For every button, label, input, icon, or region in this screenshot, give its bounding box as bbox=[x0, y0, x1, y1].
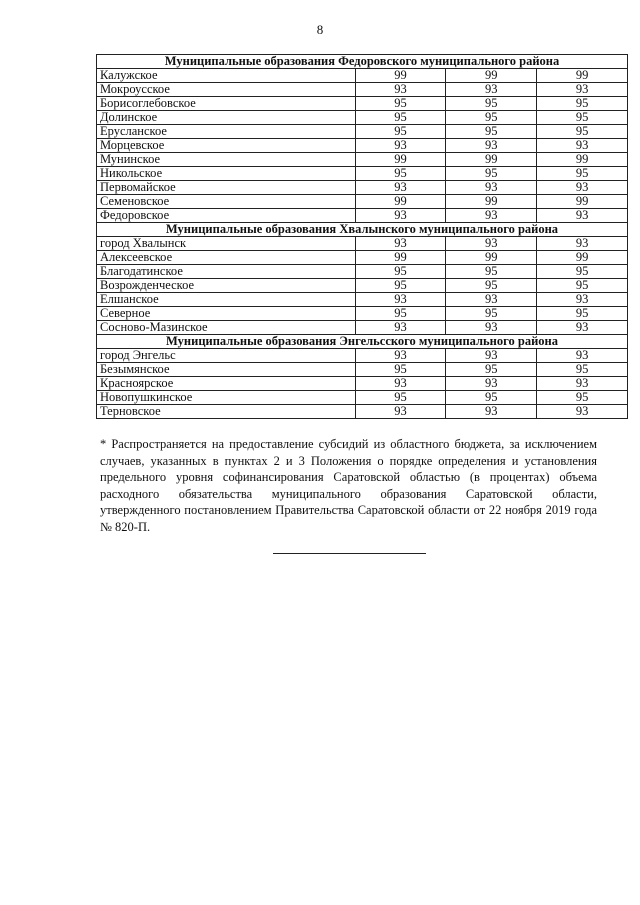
value-cell-3: 93 bbox=[537, 293, 628, 307]
value-cell-1: 93 bbox=[355, 181, 446, 195]
value-cell-3: 93 bbox=[537, 377, 628, 391]
table-row bbox=[97, 377, 628, 391]
value-cell-1: 95 bbox=[355, 279, 446, 293]
value-cell-1: 95 bbox=[355, 307, 446, 321]
value-cell-2: 95 bbox=[446, 265, 537, 279]
value-cell-3: 93 bbox=[537, 321, 628, 335]
value-cell-3: 93 bbox=[537, 349, 628, 363]
value-cell-1: 93 bbox=[355, 405, 446, 419]
table-row bbox=[97, 83, 628, 97]
municipalities-table bbox=[96, 54, 628, 419]
table-row bbox=[97, 265, 628, 279]
value-cell-1: 93 bbox=[355, 293, 446, 307]
value-cell-2: 99 bbox=[446, 69, 537, 83]
municipality-name-cell: Безымянское bbox=[97, 363, 356, 377]
municipality-name-cell: Калужское bbox=[97, 69, 356, 83]
value-cell-2: 95 bbox=[446, 279, 537, 293]
municipality-name-cell: Красноярское bbox=[97, 377, 356, 391]
value-cell-2: 93 bbox=[446, 321, 537, 335]
value-cell-1: 95 bbox=[355, 363, 446, 377]
value-cell-1: 93 bbox=[355, 209, 446, 223]
municipality-name-cell: Елшанское bbox=[97, 293, 356, 307]
municipality-name-cell: Семеновское bbox=[97, 195, 356, 209]
table-row bbox=[97, 321, 628, 335]
value-cell-2: 95 bbox=[446, 391, 537, 405]
value-cell-1: 99 bbox=[355, 251, 446, 265]
municipality-name-cell: Возрожденческое bbox=[97, 279, 356, 293]
value-cell-1: 93 bbox=[355, 321, 446, 335]
value-cell-1: 93 bbox=[355, 349, 446, 363]
municipality-name-cell: город Хвалынск bbox=[97, 237, 356, 251]
value-cell-2: 93 bbox=[446, 293, 537, 307]
table-row bbox=[97, 69, 628, 83]
municipality-name-cell: Морцевское bbox=[97, 139, 356, 153]
table-body bbox=[97, 55, 628, 419]
municipality-name-cell: Борисоглебовское bbox=[97, 97, 356, 111]
value-cell-2: 95 bbox=[446, 97, 537, 111]
value-cell-2: 99 bbox=[446, 251, 537, 265]
value-cell-3: 99 bbox=[537, 153, 628, 167]
value-cell-1: 99 bbox=[355, 153, 446, 167]
value-cell-3: 99 bbox=[537, 195, 628, 209]
value-cell-1: 95 bbox=[355, 167, 446, 181]
table-row bbox=[97, 139, 628, 153]
value-cell-3: 99 bbox=[537, 251, 628, 265]
municipality-name-cell: Сосново-Мазинское bbox=[97, 321, 356, 335]
value-cell-3: 95 bbox=[537, 363, 628, 377]
value-cell-2: 99 bbox=[446, 195, 537, 209]
municipality-name-cell: Терновское bbox=[97, 405, 356, 419]
value-cell-3: 95 bbox=[537, 265, 628, 279]
table-row bbox=[97, 251, 628, 265]
municipality-name-cell: Алексеевское bbox=[97, 251, 356, 265]
value-cell-3: 93 bbox=[537, 181, 628, 195]
municipality-name-cell: Ерусланское bbox=[97, 125, 356, 139]
municipality-name-cell: Северное bbox=[97, 307, 356, 321]
municipality-name-cell: Первомайское bbox=[97, 181, 356, 195]
value-cell-3: 93 bbox=[537, 209, 628, 223]
value-cell-3: 93 bbox=[537, 139, 628, 153]
municipality-name-cell: город Энгельс bbox=[97, 349, 356, 363]
value-cell-2: 93 bbox=[446, 377, 537, 391]
table-row bbox=[97, 279, 628, 293]
value-cell-3: 95 bbox=[537, 307, 628, 321]
page-number: 8 bbox=[316, 22, 324, 37]
value-cell-2: 93 bbox=[446, 139, 537, 153]
value-cell-3: 95 bbox=[537, 279, 628, 293]
value-cell-3: 95 bbox=[537, 167, 628, 181]
value-cell-2: 93 bbox=[446, 181, 537, 195]
section-title: Муниципальные образования Федоровского муниципального района bbox=[97, 55, 628, 69]
section-title: Муниципальные образования Энгельсского муниципального района bbox=[97, 335, 628, 349]
value-cell-3: 95 bbox=[537, 391, 628, 405]
municipality-name-cell: Благодатинское bbox=[97, 265, 356, 279]
value-cell-3: 99 bbox=[537, 69, 628, 83]
value-cell-2: 95 bbox=[446, 167, 537, 181]
table-row bbox=[97, 209, 628, 223]
table-row bbox=[97, 195, 628, 209]
value-cell-1: 93 bbox=[355, 237, 446, 251]
value-cell-2: 95 bbox=[446, 125, 537, 139]
value-cell-1: 95 bbox=[355, 125, 446, 139]
value-cell-1: 93 bbox=[355, 139, 446, 153]
municipality-name-cell: Долинское bbox=[97, 111, 356, 125]
table-row bbox=[97, 363, 628, 377]
table-row bbox=[97, 293, 628, 307]
table-row bbox=[97, 391, 628, 405]
value-cell-2: 95 bbox=[446, 363, 537, 377]
section-title: Муниципальные образования Хвалынского муниципального района bbox=[97, 223, 628, 237]
value-cell-1: 99 bbox=[355, 69, 446, 83]
section-header-row bbox=[97, 223, 628, 237]
table-row bbox=[97, 349, 628, 363]
value-cell-1: 95 bbox=[355, 391, 446, 405]
end-of-document-line bbox=[273, 553, 426, 554]
value-cell-2: 99 bbox=[446, 153, 537, 167]
section-header-row bbox=[97, 335, 628, 349]
value-cell-1: 95 bbox=[355, 111, 446, 125]
table-row bbox=[97, 237, 628, 251]
table-row bbox=[97, 97, 628, 111]
table-row bbox=[97, 405, 628, 419]
table-row bbox=[97, 125, 628, 139]
value-cell-2: 93 bbox=[446, 209, 537, 223]
value-cell-3: 95 bbox=[537, 125, 628, 139]
value-cell-2: 93 bbox=[446, 405, 537, 419]
value-cell-2: 93 bbox=[446, 83, 537, 97]
municipality-name-cell: Мунинское bbox=[97, 153, 356, 167]
section-header-row bbox=[97, 55, 628, 69]
value-cell-2: 95 bbox=[446, 111, 537, 125]
value-cell-1: 99 bbox=[355, 195, 446, 209]
value-cell-2: 93 bbox=[446, 349, 537, 363]
table-row bbox=[97, 153, 628, 167]
table-row bbox=[97, 111, 628, 125]
value-cell-3: 93 bbox=[537, 237, 628, 251]
value-cell-2: 95 bbox=[446, 307, 537, 321]
value-cell-1: 95 bbox=[355, 265, 446, 279]
value-cell-3: 93 bbox=[537, 83, 628, 97]
value-cell-2: 93 bbox=[446, 237, 537, 251]
value-cell-3: 95 bbox=[537, 97, 628, 111]
value-cell-3: 95 bbox=[537, 111, 628, 125]
municipality-name-cell: Федоровское bbox=[97, 209, 356, 223]
table-row bbox=[97, 167, 628, 181]
value-cell-1: 93 bbox=[355, 83, 446, 97]
footnote: * Распространяется на предоставление субсидий из областного бюджета, за исключением случаев, указанных в пунктах 2 и 3 Положения о порядке определения и установления предельного уровня софинансирования Саратовской областью (в процентах) объема расходного обязательства муниципального образования Саратовской области, утвержденного постановлением Правительства Саратовской области от 22 ноября 2019 года № 820-П. bbox=[100, 437, 597, 534]
value-cell-1: 93 bbox=[355, 377, 446, 391]
municipality-name-cell: Новопушкинское bbox=[97, 391, 356, 405]
municipality-name-cell: Мокроусское bbox=[97, 83, 356, 97]
table-row bbox=[97, 307, 628, 321]
value-cell-3: 93 bbox=[537, 405, 628, 419]
value-cell-1: 95 bbox=[355, 97, 446, 111]
table-row bbox=[97, 181, 628, 195]
municipality-name-cell: Никольское bbox=[97, 167, 356, 181]
